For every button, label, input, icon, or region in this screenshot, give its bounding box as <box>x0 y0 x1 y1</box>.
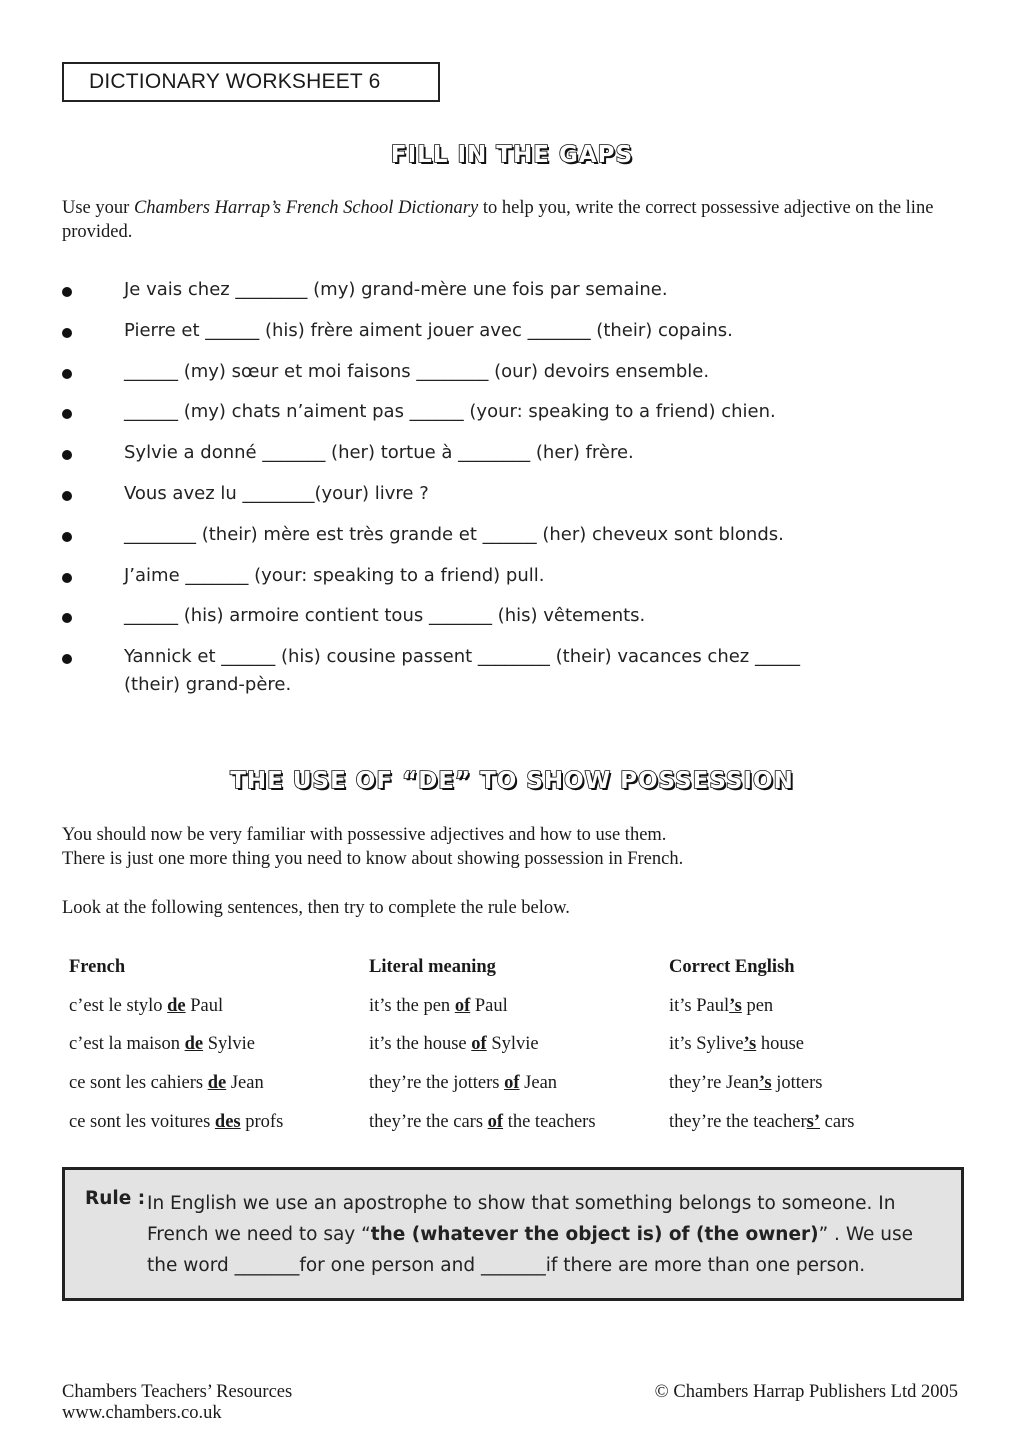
cell-english <box>669 996 949 1017</box>
cell-text: the teachers <box>503 1112 596 1133</box>
cell-english <box>669 1073 949 1094</box>
table-row <box>69 1064 949 1103</box>
cell-keyword: de <box>184 1034 204 1055</box>
cell-literal <box>369 1073 669 1094</box>
bullet-icon <box>62 613 72 623</box>
cell-french <box>69 996 369 1017</box>
list-item <box>62 562 962 603</box>
exercise-sentence: Pierre et ______ (his) frère aiment jouer avec _______ (their) copains. <box>124 319 733 341</box>
cell-keyword: des <box>214 1112 241 1133</box>
bullet-icon <box>62 491 72 501</box>
bullet-icon <box>62 532 72 542</box>
rule-text <box>147 1188 947 1281</box>
exercise-sentence-continued: (their) grand-père. <box>124 674 292 696</box>
cell-text: Paul <box>185 995 224 1016</box>
list-item <box>62 439 962 480</box>
cell-english <box>669 1112 949 1133</box>
publisher-series: Chambers Teachers’ Resources <box>62 1382 293 1402</box>
instructions-paragraph <box>62 196 962 244</box>
cell-text: Jean <box>226 1073 264 1094</box>
cell-text: ce sont les voitures <box>69 1112 215 1133</box>
cell-literal <box>369 996 669 1017</box>
table-row <box>69 1026 949 1065</box>
cell-keyword: de <box>167 995 186 1016</box>
cell-text: c’est la maison <box>69 1034 185 1055</box>
cell-text: profs <box>240 1112 284 1133</box>
bullet-icon <box>62 573 72 583</box>
rule-text-part: In English we use an apostrophe to show that something belongs to someone. In French we need to say “ <box>147 1193 896 1245</box>
cell-keyword: ’s <box>729 995 742 1016</box>
worksheet-title <box>62 62 440 102</box>
exercise-sentence: J’aime _______ (your: speaking to a friend) pull. <box>124 564 545 586</box>
column-header-english: Correct English <box>669 956 795 977</box>
cell-text: ce sont les cahiers <box>69 1073 208 1094</box>
cell-french <box>69 1112 369 1133</box>
exercise-sentence: Je vais chez ________ (my) grand-mère une fois par semaine. <box>124 279 668 300</box>
bullet-icon <box>62 450 72 460</box>
bullet-icon <box>62 654 72 664</box>
cell-text: they’re the cars <box>369 1112 488 1133</box>
cell-keyword: ’s <box>758 1073 772 1094</box>
cell-text: house <box>756 1034 805 1055</box>
list-item <box>62 358 962 399</box>
rule-text-emphasis: the (whatever the object is) of (the owner) <box>370 1224 819 1245</box>
list-item <box>62 398 962 439</box>
section-heading-de-possession: THE USE OF “DE” TO SHOW POSSESSION <box>230 768 794 794</box>
column-header-literal: Literal meaning <box>369 956 496 977</box>
table-row <box>69 1103 949 1142</box>
list-item <box>62 602 962 643</box>
table-header-row <box>69 948 949 987</box>
list-item <box>62 643 962 703</box>
bullet-icon <box>62 409 72 419</box>
cell-keyword: of <box>504 1073 520 1094</box>
copyright-notice: © Chambers Harrap Publishers Ltd 2005 <box>654 1382 958 1402</box>
instructions-prefix: Use your <box>62 198 134 218</box>
cell-text: c’est le stylo <box>69 995 168 1016</box>
rule-label: Rule : <box>85 1188 146 1209</box>
exercise-sentence: ________ (their) mère est très grande et ______ (her) cheveux sont blonds. <box>124 523 784 545</box>
cell-text: it’s the pen <box>369 995 455 1016</box>
possession-intro <box>62 823 962 871</box>
exercise-list <box>62 276 962 703</box>
list-item <box>62 521 962 562</box>
exercise-sentence: ______ (my) chats n’aiment pas ______ (your: speaking to a friend) chien. <box>124 401 776 423</box>
table-row <box>69 987 949 1026</box>
dictionary-title: Chambers Harrap’s French School Dictionary <box>133 198 479 218</box>
cell-text: cars <box>820 1112 855 1133</box>
cell-text: Paul <box>470 995 508 1016</box>
possession-table <box>69 948 949 1142</box>
cell-keyword: de <box>207 1073 227 1094</box>
cell-keyword: s’ <box>806 1112 821 1133</box>
cell-text: they’re the jotters <box>369 1073 505 1094</box>
instructions-suffix: to help you, write the correct possessive adjective on the line provided. <box>62 198 934 242</box>
exercise-sentence: Yannick et ______ (his) cousine passent ________ (their) vacances chez _____ <box>124 646 800 668</box>
rule-text-part: ” . We use the word _______for one person and _______if there are more than one person. <box>147 1224 914 1276</box>
exercise-sentence: ______ (his) armoire contient tous _______ (his) vêtements. <box>124 605 646 627</box>
bullet-icon <box>62 369 72 379</box>
cell-keyword: ’s <box>743 1034 757 1055</box>
list-item <box>62 276 962 317</box>
cell-keyword: of <box>454 995 471 1016</box>
cell-text: it’s the house <box>369 1034 472 1055</box>
cell-text: they’re the teacher <box>669 1112 807 1133</box>
cell-french <box>69 1073 369 1094</box>
list-item <box>62 317 962 358</box>
possession-intro-line1: You should now be very familiar with possessive adjectives and how to use them. <box>62 825 667 845</box>
cell-text: Sylvie <box>203 1034 255 1055</box>
cell-keyword: of <box>471 1034 487 1055</box>
cell-literal <box>369 1112 669 1133</box>
exercise-sentence: ______ (my) sœur et moi faisons ________ (our) devoirs ensemble. <box>124 360 710 382</box>
look-instruction: Look at the following sentences, then try to complete the rule below. <box>62 898 570 918</box>
cell-text: Sylvie <box>486 1034 539 1055</box>
list-item <box>62 480 962 521</box>
cell-text: jotters <box>771 1073 823 1094</box>
cell-text: it’s Paul <box>669 995 730 1016</box>
cell-text: it’s Sylive <box>669 1034 744 1055</box>
column-header-french: French <box>69 956 126 977</box>
bullet-icon <box>62 328 72 338</box>
cell-text: pen <box>741 995 774 1016</box>
worksheet-title-text: DICTIONARY WORKSHEET 6 <box>89 70 381 93</box>
exercise-sentence: Vous avez lu ________(your) livre ? <box>124 482 429 504</box>
website-link[interactable]: www.chambers.co.uk <box>62 1403 222 1423</box>
rule-box <box>62 1167 964 1301</box>
cell-text: they’re Jean <box>669 1073 759 1094</box>
possession-intro-line2: There is just one more thing you need to know about showing possession in French. <box>62 849 684 869</box>
exercise-sentence: Sylvie a donné _______ (her) tortue à ________ (her) frère. <box>124 442 634 464</box>
cell-english <box>669 1034 949 1055</box>
section-heading-fill-gaps: FILL IN THE GAPS <box>390 142 634 168</box>
cell-french <box>69 1034 369 1055</box>
bullet-icon <box>62 287 72 297</box>
cell-text: Jean <box>519 1073 558 1094</box>
cell-keyword: of <box>487 1112 504 1133</box>
cell-literal <box>369 1034 669 1055</box>
